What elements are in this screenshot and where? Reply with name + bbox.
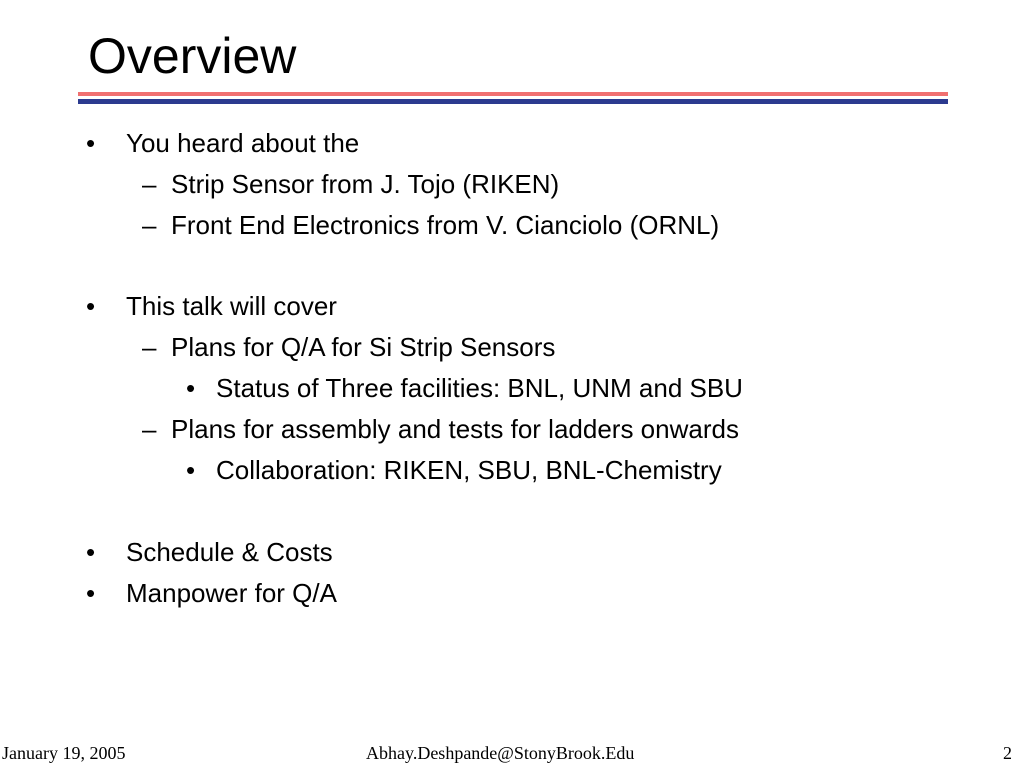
bullet-marker: • <box>86 578 96 608</box>
sub-bullet-text: Plans for Q/A for Si Strip Sensors <box>171 332 556 362</box>
bullet-text: This talk will cover <box>126 291 337 321</box>
dash-marker: – <box>142 169 157 199</box>
bullet-text: You heard about the <box>126 128 360 158</box>
bullet-text: Schedule & Costs <box>126 537 333 567</box>
slide-title: Overview <box>88 28 297 84</box>
sub-bullet-text: Plans for assembly and tests for ladders onwards <box>171 414 739 444</box>
bullet-marker: • <box>186 455 196 485</box>
bullet-marker: • <box>86 537 96 567</box>
sub-sub-bullet-text: Status of Three facilities: BNL, UNM and SBU <box>216 373 743 403</box>
footer-email: Abhay.Deshpande@StonyBrook.Edu <box>366 743 635 763</box>
title-divider-blue <box>78 99 948 104</box>
title-divider-red <box>78 92 948 96</box>
bullet-marker: • <box>86 128 96 158</box>
dash-marker: – <box>142 332 157 362</box>
sub-bullet-text: Strip Sensor from J. Tojo (RIKEN) <box>171 169 560 199</box>
footer-date: January 19, 2005 <box>2 743 126 763</box>
bullet-marker: • <box>186 373 196 403</box>
footer-page-number: 2 <box>1003 743 1012 763</box>
sub-sub-bullet-text: Collaboration: RIKEN, SBU, BNL-Chemistry <box>216 455 722 485</box>
dash-marker: – <box>142 210 157 240</box>
bullet-text: Manpower for Q/A <box>126 578 337 608</box>
bullet-marker: • <box>86 291 96 321</box>
sub-bullet-text: Front End Electronics from V. Cianciolo (ORNL) <box>171 210 720 240</box>
dash-marker: – <box>142 414 157 444</box>
